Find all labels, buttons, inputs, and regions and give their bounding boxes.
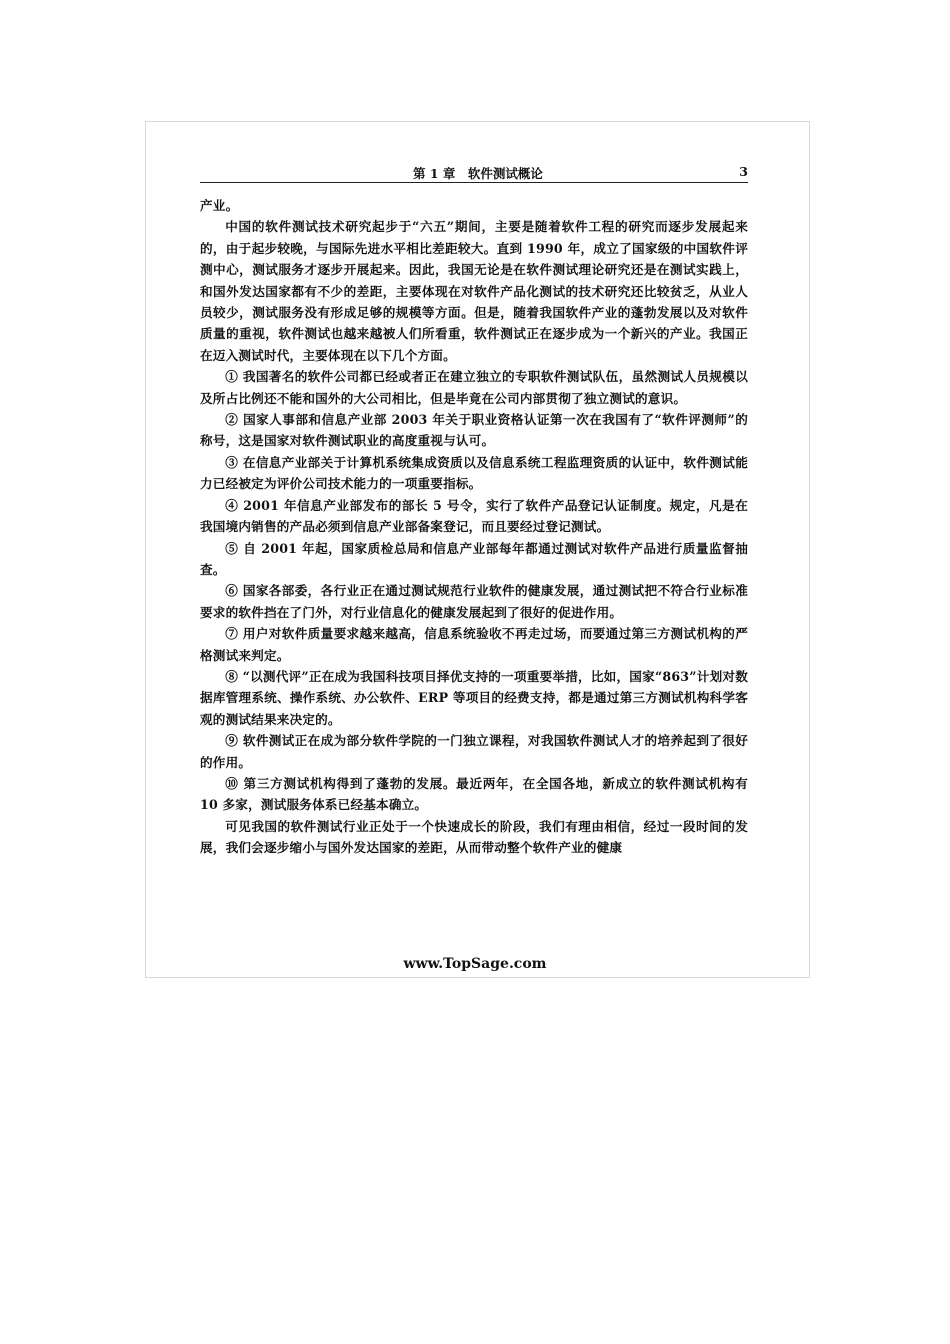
list-item-1: ① 我国著名的软件公司都已经或者正在建立独立的专职软件测试队伍，虽然测试人员规模以及所占比例还不能和国外的大公司相比，但是毕竟在公司内部贯彻了独立测试的意识。 xyxy=(200,369,748,406)
list-item-7: ⑦ 用户对软件质量要求越来越高，信息系统验收不再走过场，而要通过第三方测试机构的严格测试来判定。 xyxy=(200,626,748,663)
list-item-4: ④ 2001 年信息产业部发布的部长 5 号令，实行了软件产品登记认证制度。规定，凡是在我国境内销售的产品必须到信息产业部备案登记，而且要经过登记测试。 xyxy=(200,497,748,535)
paragraph-conclusion: 可见我国的软件测试行业正处于一个快速成长的阶段，我们有理由相信，经过一段时间的发展，我们会逐步缩小与国外发达国家的差距，从而带动整个软件产业的健康 xyxy=(200,818,748,856)
list-item-3: ③ 在信息产业部关于计算机系统集成资质以及信息系统工程监理资质的认证中，软件测试能力已经被定为评价公司技术能力的一项重要指标。 xyxy=(200,454,748,492)
footer-url: www.TopSage.com xyxy=(403,956,547,972)
list-item-6: ⑥ 国家各部委，各行业正在通过测试规范行业软件的健康发展，通过测试把不符合行业标准要求的软件挡在了门外，对行业信息化的健康发展起到了很好的促进作用。 xyxy=(200,583,748,620)
page-number: 3 xyxy=(739,164,748,179)
chapter-title: 第 1 章 软件测试概论 xyxy=(413,166,543,181)
list-item-5: ⑤ 自 2001 年起，国家质检总局和信息产业部每年都通过测试对软件产品进行质量监督抽查。 xyxy=(200,540,748,577)
body-text xyxy=(200,195,748,859)
list-item-8: ⑧ “以测代评”正在成为我国科技项目择优支持的一项重要举措，比如，国家“863”计划对数据库管理系统、操作系统、办公软件、ERP 等项目的经费支持，都是通过第三方测试机构科学客观的测试结果来决定的。 xyxy=(200,668,748,727)
list-item-9: ⑨ 软件测试正在成为部分软件学院的一门独立课程，对我国软件测试人才的培养起到了很好的作用。 xyxy=(200,733,748,770)
running-header xyxy=(200,164,748,183)
list-item-2: ② 国家人事部和信息产业部 2003 年关于职业资格认证第一次在我国有了“软件评测师”的称号，这是国家对软件测试职业的高度重视与认可。 xyxy=(200,412,748,449)
paragraph-intro: 中国的软件测试技术研究起步于“六五”期间，主要是随着软件工程的研究而逐步发展起来的，由于起步较晚，与国际先进水平相比差距较大。直到 1990 年，成立了国家级的中国软件评测中心，测试服务才逐步开展起来。因此，我国无论是在软件测试理论研究还是在测试实践上，和国外发达国家都有不少的差距，主要体现在对软件产品化测试的技术研究还比较贫乏，从业人员较少，测试服务没有形成足够的规模等方面。但是，随着我国软件产业的蓬勃发展以及对软件质量的重视，软件测试也越来越被人们所看重，软件测试正在逐步成为一个新兴的产业。我国正在迈入测试时代，主要体现在以下几个方面。 xyxy=(200,219,748,363)
paragraph-continuation: 产业。 xyxy=(200,198,239,213)
list-item-10: ⑩ 第三方测试机构得到了蓬勃的发展。最近两年，在全国各地，新成立的软件测试机构有 10 多家，测试服务体系已经基本确立。 xyxy=(200,775,748,813)
